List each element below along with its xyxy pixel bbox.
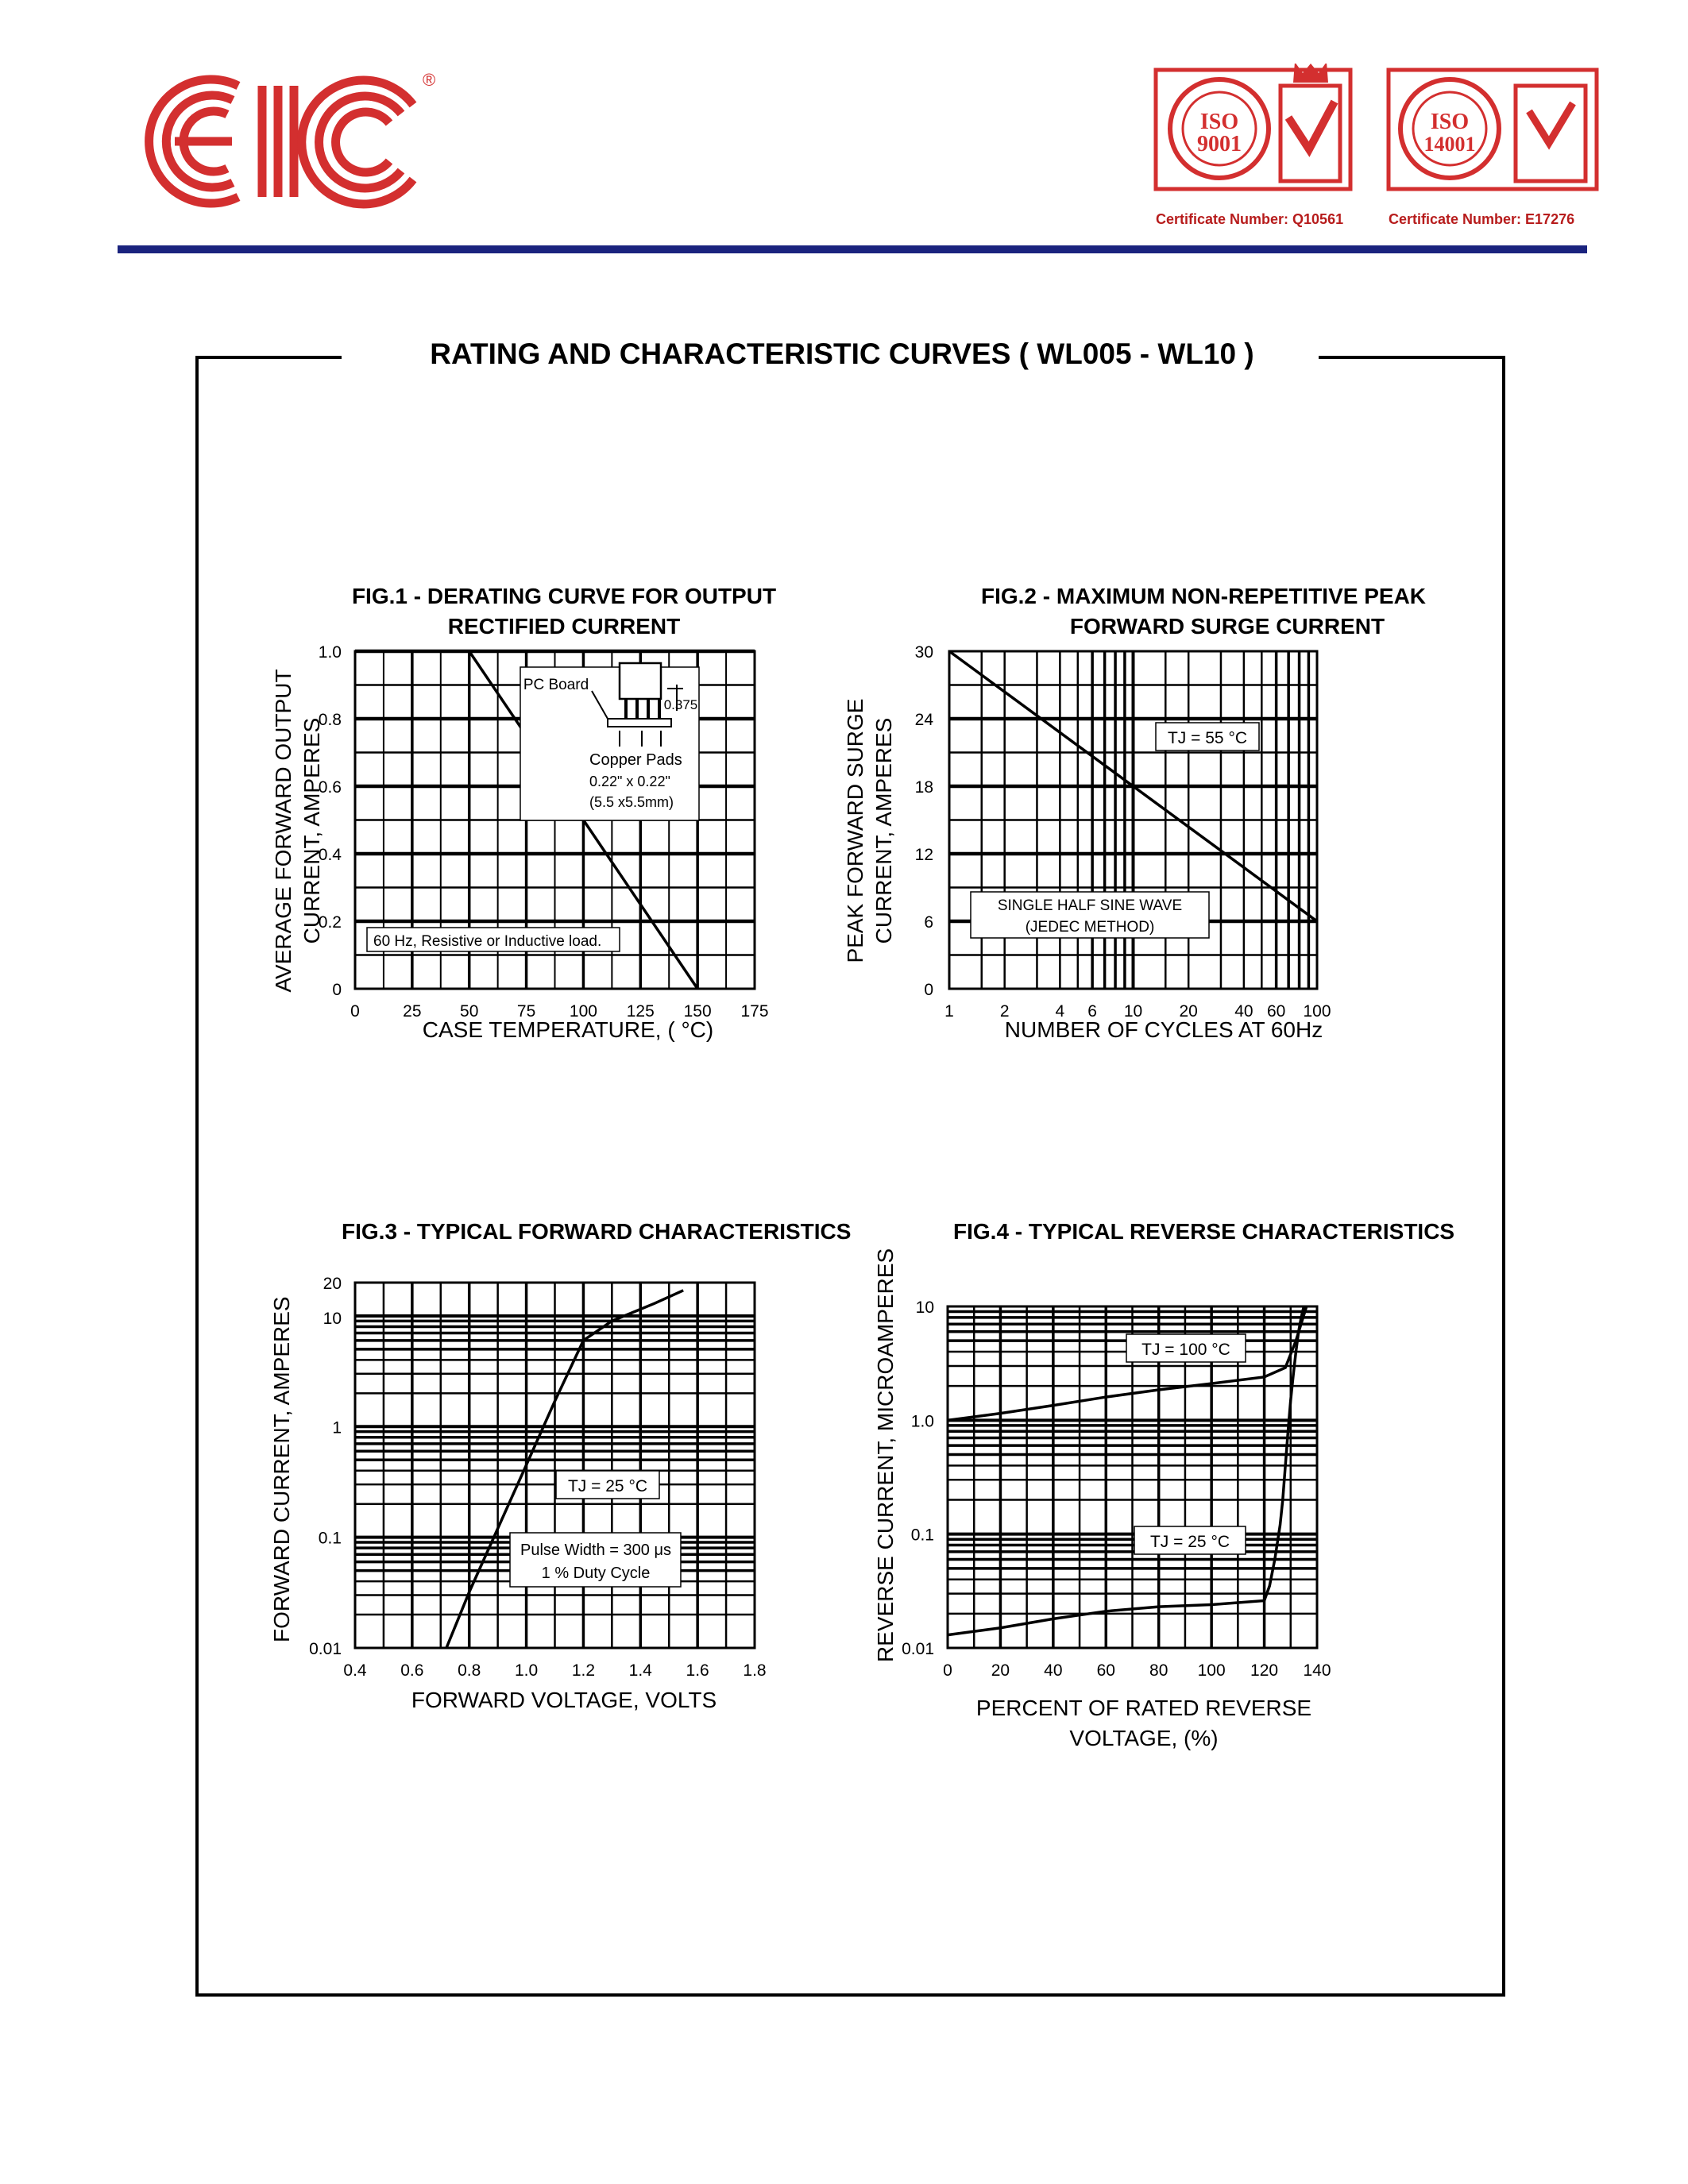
- svg-text:14001: 14001: [1423, 133, 1476, 156]
- fig1-xtick: 125: [626, 1002, 655, 1021]
- fig4-annotation-tj25: TJ = 25 °C: [1149, 1533, 1230, 1551]
- fig1-ytick: 0: [332, 981, 342, 999]
- fig2-xtick: 20: [1179, 1002, 1198, 1021]
- fig2-xtick: 10: [1123, 1002, 1143, 1021]
- page-title: RATING AND CHARACTERISTIC CURVES ( WL005 - WL10 ): [430, 338, 1254, 370]
- fig2-ytick: 30: [914, 643, 933, 662]
- fig1-ytick: 1.0: [318, 643, 342, 662]
- fig1-ytick: 0.6: [318, 778, 342, 797]
- fig3-ytick: 20: [323, 1275, 342, 1293]
- fig3-xtick: 1.0: [514, 1661, 539, 1680]
- fig3-ytick: 0.01: [309, 1640, 342, 1658]
- fig3-xtick: 1.2: [571, 1661, 596, 1680]
- fig4-xlabel: PERCENT OF RATED REVERSE VOLTAGE, (%): [975, 1696, 1312, 1750]
- fig1-xtick: 25: [403, 1002, 422, 1021]
- fig1-xtick: 75: [516, 1002, 536, 1021]
- fig3-xtick: 1.4: [628, 1661, 652, 1680]
- fig1-title: FIG.1 - DERATING CURVE FOR OUTPUT RECTIFIED CURRENT: [351, 584, 777, 639]
- fig2-xtick: 100: [1303, 1002, 1331, 1021]
- fig2-ylabel: PEAK FORWARD SURGE CURRENT, AMPERES: [843, 698, 896, 963]
- fig4-chart: [902, 1298, 1331, 1680]
- fig3-chart: [309, 1275, 766, 1680]
- fig1-chart: [319, 643, 769, 1021]
- svg-text:9001: 9001: [1197, 132, 1242, 156]
- fig1-annotation-padsize-mm: (5.5 x5.5mm): [589, 794, 674, 810]
- fig2-xlabel: NUMBER OF CYCLES AT 60Hz: [1004, 1017, 1323, 1042]
- fig4-ytick: 0.1: [910, 1526, 934, 1545]
- fig2-ytick: 18: [914, 778, 933, 797]
- fig2-annotation-sinewave: SINGLE HALF SINE WAVE: [997, 897, 1183, 914]
- fig4-xtick: 140: [1303, 1661, 1331, 1680]
- fig3-ytick: 1: [332, 1418, 342, 1437]
- fig3-xtick: 0.8: [458, 1661, 481, 1680]
- fig3-xtick: 1.6: [686, 1661, 709, 1680]
- fig4-annotation-tj100: TJ = 100 °C: [1141, 1341, 1230, 1359]
- fig3-ytick: 10: [323, 1309, 342, 1328]
- fig2-chart: [915, 643, 1331, 1021]
- fig4-ytick: 0.01: [902, 1640, 934, 1658]
- fig3-ylabel: FORWARD CURRENT, AMPERES: [269, 1296, 294, 1642]
- fig4-xtick: 0: [943, 1661, 952, 1680]
- fig2-ytick: 12: [914, 846, 933, 864]
- fig1-annotation-copperpads: Copper Pads: [589, 751, 682, 769]
- fig1-ylabel: AVERAGE FORWARD OUTPUT CURRENT, AMPERES: [271, 669, 324, 993]
- fig4-xtick: 40: [1044, 1661, 1063, 1680]
- fig1-annotation-0375: 0.375: [663, 697, 698, 712]
- fig2-xtick: 1: [944, 1002, 954, 1021]
- fig2-xtick: 4: [1055, 1002, 1065, 1021]
- svg-text:ISO: ISO: [1199, 110, 1239, 134]
- fig3-xtick: 0.6: [400, 1661, 424, 1680]
- fig2-title: FIG.2 - MAXIMUM NON-REPETITIVE PEAK FORWARD SURGE CURRENT: [980, 584, 1427, 639]
- fig2-xtick: 40: [1234, 1002, 1253, 1021]
- fig3-annotation-duty: 1 % Duty Cycle: [541, 1565, 651, 1582]
- fig1-annotation-load: 60 Hz, Resistive or Inductive load.: [373, 933, 602, 950]
- fig2-xtick: 60: [1266, 1002, 1286, 1021]
- fig2-ytick: 24: [914, 711, 933, 729]
- fig1-inset-board: [608, 719, 671, 727]
- fig1-xtick: 175: [740, 1002, 769, 1021]
- fig2-xtick: 6: [1087, 1002, 1097, 1021]
- svg-text:Certificate Number: Q10561: Certificate Number: Q10561: [1156, 211, 1344, 227]
- fig3-annotation-pulse: Pulse Width = 300 μs: [520, 1542, 671, 1559]
- fig2-ytick: 0: [924, 981, 933, 999]
- fig1-inset-component: [620, 663, 661, 699]
- fig4-ylabel: REVERSE CURRENT, MICROAMPERES: [873, 1248, 898, 1662]
- fig1-xtick: 100: [569, 1002, 597, 1021]
- fig2-xtick: 2: [999, 1002, 1010, 1021]
- fig4-xtick: 120: [1250, 1661, 1279, 1680]
- fig2-ytick: 6: [924, 913, 933, 932]
- fig3-annotation-tj: TJ = 25 °C: [567, 1477, 648, 1495]
- svg-text:Certificate Number: E17276: Certificate Number: E17276: [1389, 211, 1575, 227]
- fig1-annotation-padsize: 0.22" x 0.22": [589, 774, 670, 789]
- fig4-title: FIG.4 - TYPICAL REVERSE CHARACTERISTICS: [953, 1219, 1455, 1244]
- fig4-xtick: 100: [1197, 1661, 1226, 1680]
- fig1-ytick: 0.2: [318, 913, 342, 932]
- fig4-xtick: 20: [991, 1661, 1010, 1680]
- fig3-ytick: 0.1: [318, 1529, 342, 1548]
- fig1-annotation-pcboard: PC Board: [523, 677, 589, 693]
- fig1-xlabel: CASE TEMPERATURE, ( °C): [422, 1017, 714, 1042]
- fig3-xtick: 1.8: [743, 1661, 767, 1680]
- registered-mark: ®: [423, 70, 436, 90]
- fig4-ytick: 1.0: [910, 1412, 934, 1431]
- fig1-xtick: 50: [460, 1002, 479, 1021]
- fig2-annotation-tj: TJ = 55 °C: [1167, 729, 1248, 747]
- fig3-xlabel: FORWARD VOLTAGE, VOLTS: [411, 1688, 717, 1712]
- fig1-xtick: 0: [350, 1002, 360, 1021]
- svg-text:ISO: ISO: [1430, 110, 1470, 134]
- fig1-xtick: 150: [683, 1002, 712, 1021]
- fig3-title: FIG.3 - TYPICAL FORWARD CHARACTERISTICS: [342, 1219, 852, 1244]
- fig4-xtick: 60: [1096, 1661, 1115, 1680]
- fig2-annotation-jedec: (JEDEC METHOD): [1025, 919, 1155, 936]
- fig4-xtick: 80: [1149, 1661, 1168, 1680]
- fig1-ytick: 0.8: [318, 711, 342, 729]
- fig3-xtick: 0.4: [343, 1661, 367, 1680]
- fig1-ytick: 0.4: [318, 846, 342, 864]
- fig4-ytick: 10: [915, 1298, 934, 1317]
